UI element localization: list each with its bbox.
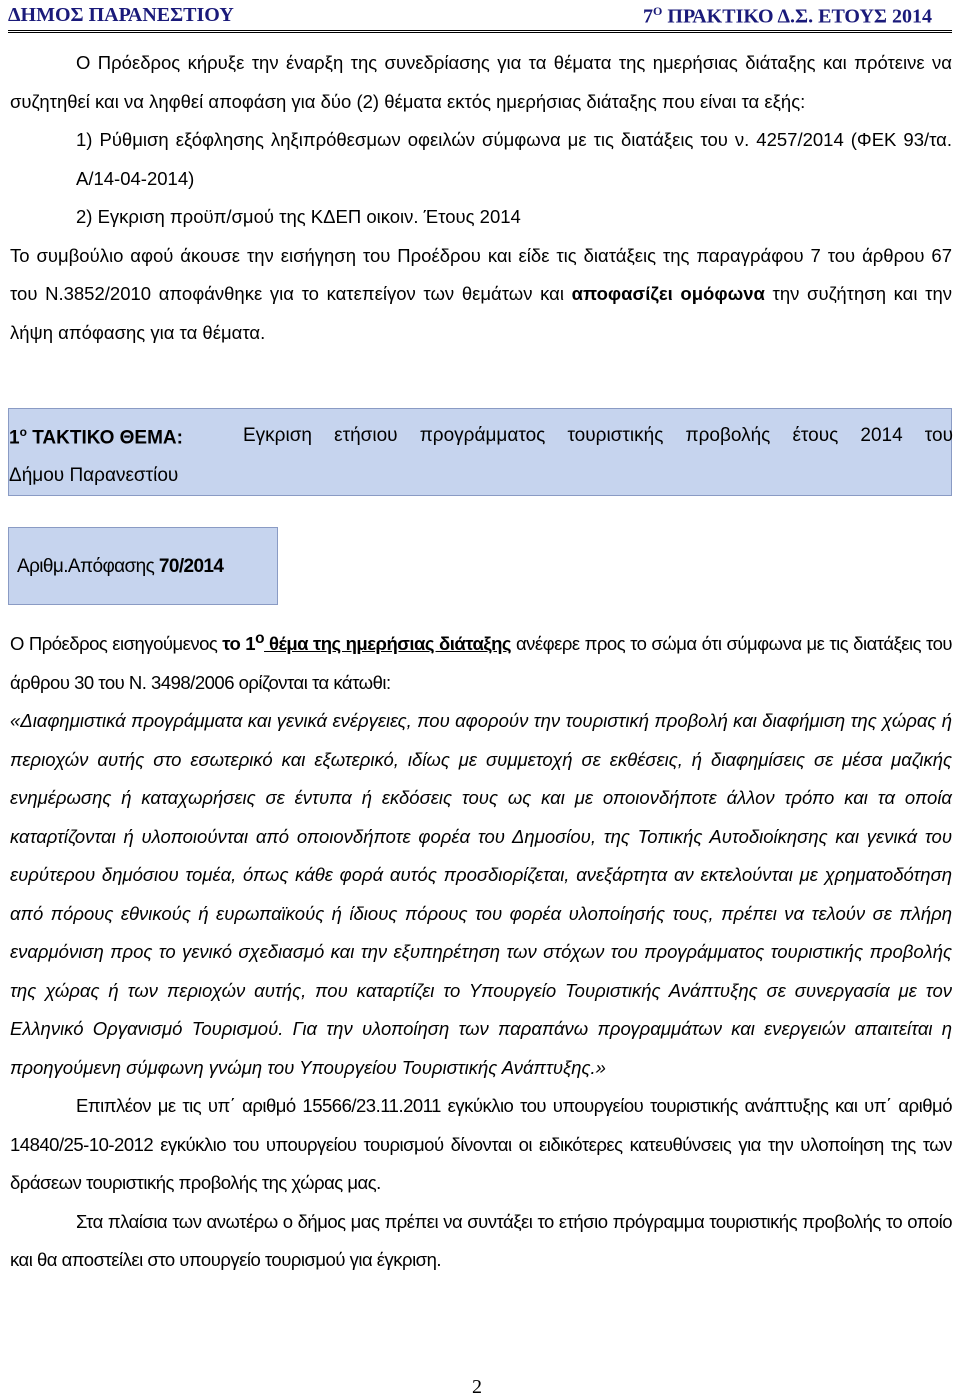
topic-title: Εγκριση ετήσιου προγράμματος τουριστικής προβολής έτους 2014 του xyxy=(243,425,953,446)
agenda-item-2: 2) Εγκριση προϋπ/σμού της ΚΔΕΠ οικοιν. Έτους 2014 xyxy=(76,206,521,227)
decision-label: Αριθμ.Απόφασης xyxy=(17,556,159,577)
topic-title-cont: Δήμου Παρανεστίου xyxy=(9,465,179,486)
minutes-title: $7^O$ ΠΡΑΚΤΙΚΟ Δ.Σ. ΕΤΟΥΣ 2014 xyxy=(643,4,932,28)
program-paragraph: Στα πλαίσια των ανωτέρω ο δήμος μας πρέπει να συντάξει το ετήσιο πρόγραμμα τουριστικής προβολής το οποίο και θα αποστείλει στο υπουργείο τουρισμού για έγκριση. xyxy=(10,1210,952,1271)
intro-section xyxy=(10,44,952,352)
page-header xyxy=(8,2,952,33)
municipality-title: ΔΗΜΟΣ ΠΑΡΑΝΕΣΤΙΟΥ xyxy=(8,4,234,26)
decision-number-box xyxy=(8,527,278,605)
circulars-paragraph: Επιπλέον με τις υπ΄ αριθμό 15566/23.11.2011 εγκύκλιο του υπουργείου τουριστικής ανάπτυξης και υπ΄ αριθμό 14840/25-10-2012 εγκύκλιο του υπουργείου τουρισμού δίνονται οι ειδικότερες κατευθύνσεις για την υλοποίηση της των δράσεων τουριστικής προβολής της χώρας μας. xyxy=(10,1095,952,1194)
topic-box xyxy=(8,408,952,496)
intro-paragraph: Ο Πρόεδρος κήρυξε την έναρξη της συνεδρίασης για τα θέματα της ημερήσιας διάταξης και πρότεινε να συζητηθεί και να ληφθεί αποφάση για δύο (2) θέματα εκτός ημερήσιας διάταξης που είναι τα εξής: xyxy=(10,52,952,112)
agenda-item-1: 1) Ρύθμιση εξόφλησης ληξιπρόθεσμων οφειλών σύμφωνα με τις διατάξεις του ν. 4257/2014 (ΦΕΚ 93/τα. Α/14-04-2014) xyxy=(76,129,952,189)
decision-number: 70/2014 xyxy=(158,556,224,577)
topic-label: $1^o$ ΤΑΚΤΙΚΟ ΘΕΜΑ: xyxy=(9,425,183,449)
council-decision-paragraph: Το συμβούλιο αφού άκουσε την εισήγηση του Προέδρου και είδε τις διατάξεις της παραγράφου 7 του άρθρου 67 του Ν.3852/2010 αποφάνθηκε για το κατεπείγον των θεμάτων και αποφασίζει ομόφωνα την συζήτηση και την λήψη απόφασης για τα θέματα. xyxy=(10,244,952,343)
body-section xyxy=(10,620,952,1280)
page-number: 2 xyxy=(472,1376,482,1398)
law-quote: «Διαφημιστικά προγράμματα και γενικά ενέργειες, που αφορούν την τουριστική προβολή και διαφήμιση της χώρας ή περιοχών αυτής στο εσωτερικό και εξωτερικό, ιδίως με συμμετοχή σε εκθέσεις, ή διαφημίσεις σε μέσα μαζικής ενημέρωσης ή καταχωρήσεις σε έντυπα ή εκδόσεις τους ως και με οποιονδήποτε άλλον τρόπο και τα οποία καταρτίζονται ή υλοποιούνται από οποιονδήποτε φορέα του Δημοσίου, της Τοπικής Αυτοδιοίκησης και γενικά του ευρύτερου δημόσιου τομέα, όπως κάθε φορά αυτός προσδιορίζεται, ανεξάρτητα αν εκτελούνται με χρηματοδότηση από πόρους εθνικούς ή ευρωπαϊκούς ή ίδιους πόρους του φορέα υλοποίησής τους, πρέπει να τελούν σε πλήρη εναρμόνιση προς το γενικό σχεδιασμό και την εξυπηρέτηση των στόχων του προγράμματος τουριστικής προβολής της χώρας ή των περιοχών αυτής, που καταρτίζει το Υπουργείο Τουριστικής Ανάπτυξης σε συνεργασία με τον Ελληνικό Οργανισμό Τουρισμού. Για την υλοποίηση των παραπάνω προγραμμάτων και ενεργειών απαιτείται η προηγούμενη σύμφωνη γνώμη του Υπουργείου Τουριστικής Ανάπτυξης.» xyxy=(10,710,952,1078)
president-paragraph: Ο Πρόεδρος εισηγούμενος το $1^o$ θέμα της ημερήσιας διάταξης ανέφερε προς το σώμα ότι σύμφωνα με τις διατάξεις του άρθρου 30 του Ν. 3498/2006 ορίζονται τα κάτωθι: xyxy=(10,630,952,693)
